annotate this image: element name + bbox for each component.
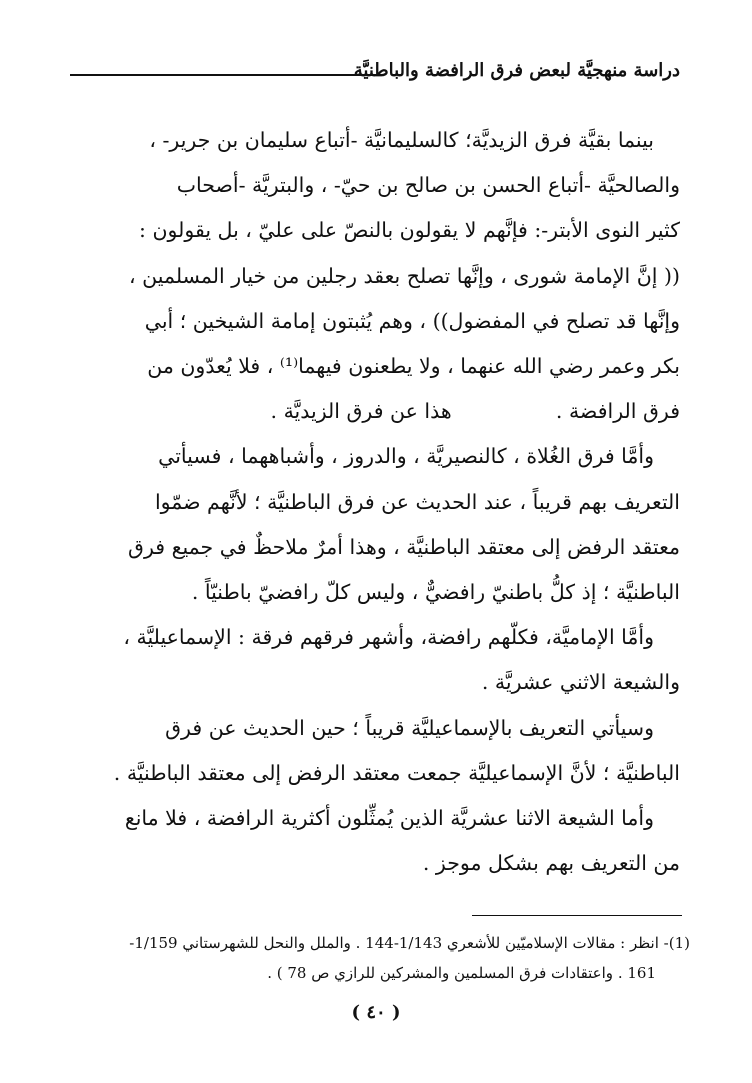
footnote-line: (1)- انظر : مقالات الإسلاميّين للأشعري 1/143-144 . والملل والنحل للشهرستاني 1/159- [129, 934, 690, 952]
text-line: التعريف بهم قريباً ، عند الحديث عن فرق الباطنيَّة ؛ لأنَّهم ضمّوا [154, 489, 680, 514]
text-line: والشيعة الاثني عشريَّة . [481, 670, 680, 695]
text-line: كثير النوى الأبتر-: فإنَّهم لا يقولون بالنصّ على عليّ ، بل يقولون : [139, 218, 680, 243]
text-line: والصالحيَّة -أتباع الحسن بن صالح بن حيّ- ، والبتريَّة -أصحاب [176, 173, 680, 198]
text-line: وأما الشيعة الاثنا عشريَّة الذين يُمثِّلون أكثرية الرافضة ، فلا مانع [124, 806, 654, 831]
page-number: ( ٤٠ ) [351, 1002, 401, 1023]
text-line: (( إنَّ الإمامة شورى ، وإنَّها تصلح بعقد رجلين من خيار المسلمين ، [129, 263, 680, 288]
text-line: وسيأتي التعريف بالإسماعيليَّة قريباً ؛ حين الحديث عن فرق [165, 715, 654, 740]
header-title: دراسة منهجيَّة لبعض فرق الرافضة والباطنيَّة [353, 60, 680, 81]
text-line: بينما بقيَّة فرق الزيديَّة؛ كالسليمانيَّة -أتباع سليمان بن جرير- ، [149, 128, 654, 152]
text-line: من التعريف بهم بشكل موجز . [422, 851, 680, 876]
running-header [70, 60, 680, 92]
text-line: الباطنيَّة ؛ لأنَّ الإسماعيليَّة جمعت معتقد الرفض إلى معتقد الباطنيَّة . [113, 760, 680, 785]
text-line: وأمَّا الإماميَّة، فكلّهم رافضة، وأشهر فرقهم فرقة : الإسماعيليَّة ، [123, 625, 654, 650]
text-line: بكر وعمر رضي الله عنهما ، ولا يطعنون فيهما⁽¹⁾ ، فلا يُعدّون من [147, 354, 680, 379]
text-line: الباطنيَّة ؛ إذ كلُّ باطنيّ رافضيٌّ ، وليس كلّ رافضيّ باطنيّاً . [191, 580, 680, 605]
header-rule [70, 74, 375, 76]
text-line: فرق الرافضة . هذا عن فرق الزيديَّة . [270, 399, 680, 424]
main-text [70, 118, 680, 886]
text-line: معتقد الرفض إلى معتقد الباطنيَّة ، وهذا أمرٌ ملاحظٌ في جميع فرق [128, 534, 680, 559]
footnote-line: 161 . واعتقادات فرق المسلمين والمشركين للرازي ص 78 ) . [267, 964, 656, 982]
footnote-separator [472, 915, 682, 916]
text-line: وإنَّها قد تصلح في المفضول)) ، وهم يُثبتون إمامة الشيخين ؛ أبي [144, 308, 680, 333]
footnote [70, 928, 690, 988]
text-line: وأمَّا فرق الغُلاة ، كالنصيريَّة ، والدروز ، وأشباههما ، فسيأتي [158, 444, 654, 469]
